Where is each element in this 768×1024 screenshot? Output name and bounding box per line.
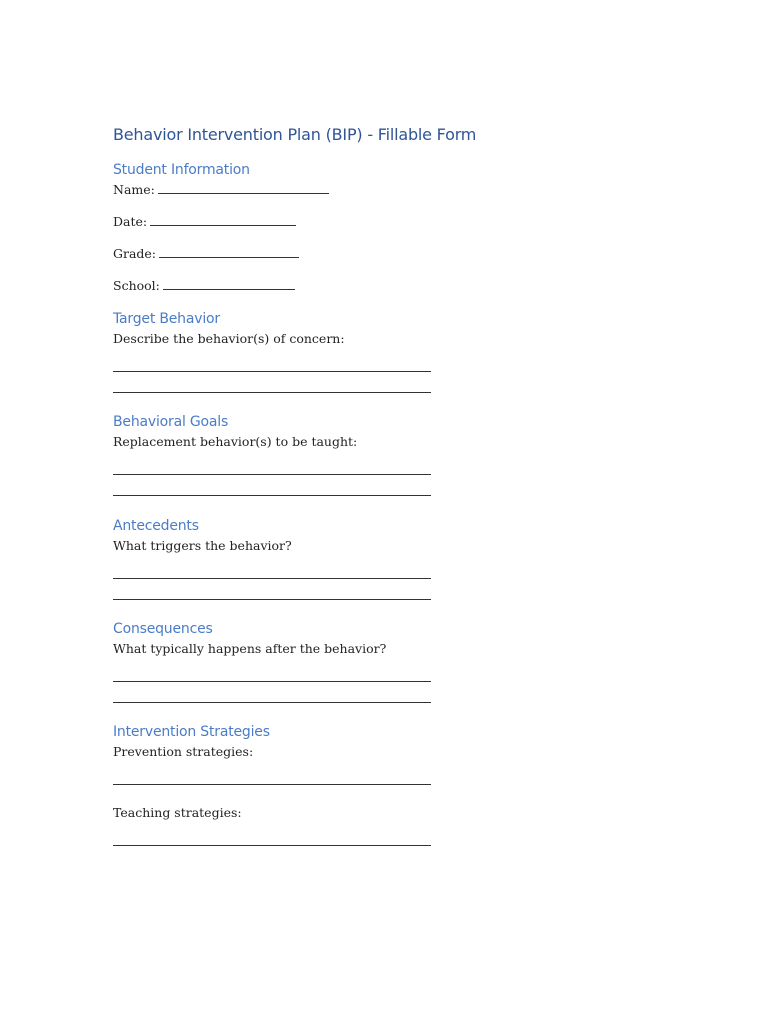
grade-field xyxy=(113,245,673,263)
section-heading-behavioral-goals: Behavioral Goals xyxy=(113,414,229,430)
school-label: School: xyxy=(113,278,160,293)
date-label: Date: xyxy=(113,214,148,229)
section-heading-consequences: Consequences xyxy=(113,621,213,637)
school-field xyxy=(113,277,673,295)
school-input[interactable] xyxy=(163,288,295,290)
name-field xyxy=(113,181,673,199)
teaching-strategies-prompt: Teaching strategies: xyxy=(113,805,242,820)
antecedents-prompt: What triggers the behavior? xyxy=(113,538,292,553)
date-field xyxy=(113,213,673,231)
name-input[interactable] xyxy=(158,192,329,194)
name-label: Name: xyxy=(113,182,155,197)
grade-input[interactable] xyxy=(159,256,299,258)
date-input[interactable] xyxy=(150,224,296,226)
prevention-strategies-prompt: Prevention strategies: xyxy=(113,744,254,759)
teaching-strategies-answer-line[interactable] xyxy=(113,844,431,846)
page-title: Behavior Intervention Plan (BIP) - Fillable Form xyxy=(113,125,477,144)
section-heading-student-information: Student Information xyxy=(113,162,250,178)
document-page xyxy=(113,124,673,846)
section-heading-antecedents: Antecedents xyxy=(113,518,199,534)
behavioral-goals-prompt: Replacement behavior(s) to be taught: xyxy=(113,434,358,449)
section-heading-target-behavior: Target Behavior xyxy=(113,311,220,327)
target-behavior-prompt: Describe the behavior(s) of concern: xyxy=(113,331,345,346)
grade-label: Grade: xyxy=(113,246,157,261)
consequences-prompt: What typically happens after the behavior? xyxy=(113,641,387,656)
section-heading-intervention-strategies: Intervention Strategies xyxy=(113,724,270,740)
